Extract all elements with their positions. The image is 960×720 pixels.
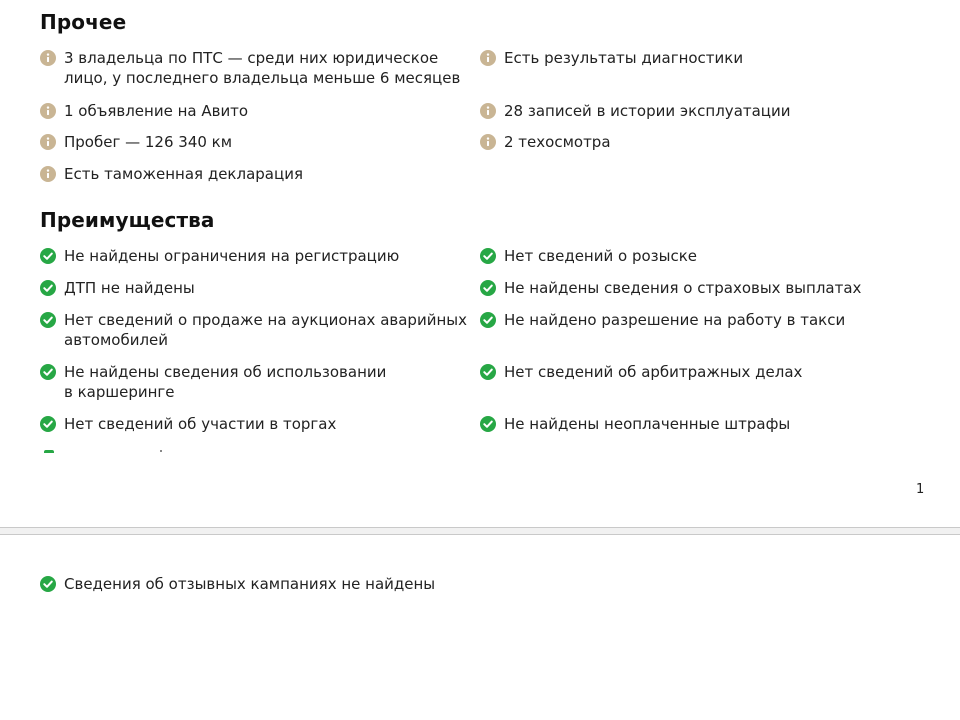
info-icon — [480, 50, 496, 66]
list-item: Пробег — 126 340 км — [40, 132, 470, 152]
list-item: Не найдено разрешение на работу в такси — [480, 310, 920, 330]
check-circle-icon — [40, 312, 56, 328]
section-title-other: Прочее — [40, 10, 127, 34]
info-icon — [480, 134, 496, 150]
list-item: Нет сведений о продаже на аукционах аварийных автомобилей — [40, 310, 470, 350]
list-item: Есть результаты диагностики — [480, 48, 920, 68]
list-item: Не найдены сведения об использовании в каршеринге — [40, 362, 470, 402]
list-item: Нет сведений о розыске — [480, 246, 920, 266]
cut-off-check-icon — [44, 450, 54, 453]
list-item: ДТП не найдены — [40, 278, 470, 298]
check-circle-icon — [480, 416, 496, 432]
cut-off-text-fragment — [160, 450, 162, 452]
info-icon — [40, 166, 56, 182]
check-circle-icon — [480, 312, 496, 328]
list-item: Сведения об отзывных кампаниях не найдены — [40, 574, 470, 594]
check-circle-icon — [480, 248, 496, 264]
check-circle-icon — [480, 364, 496, 380]
check-circle-icon — [40, 416, 56, 432]
list-item: Не найдены сведения о страховых выплатах — [480, 278, 920, 298]
page-number: 1 — [916, 482, 925, 497]
list-item: 28 записей в истории эксплуатации — [480, 101, 920, 121]
info-icon — [40, 50, 56, 66]
list-item: 3 владельца по ПТС — среди них юридическое лицо, у последнего владельца меньше 6 месяцев — [40, 48, 470, 88]
list-item: 2 техосмотра — [480, 132, 920, 152]
check-circle-icon — [40, 280, 56, 296]
check-circle-icon — [480, 280, 496, 296]
check-circle-icon — [40, 364, 56, 380]
list-item: 1 объявление на Авито — [40, 101, 470, 121]
list-item: Не найдены ограничения на регистрацию — [40, 246, 470, 266]
info-icon — [40, 134, 56, 150]
list-item: Нет сведений об участии в торгах — [40, 414, 470, 434]
list-item: Есть таможенная декларация — [40, 164, 470, 184]
page-break-divider — [0, 527, 960, 535]
info-icon — [40, 103, 56, 119]
list-item: Не найдены неоплаченные штрафы — [480, 414, 920, 434]
info-icon — [480, 103, 496, 119]
section-title-advantages: Преимущества — [40, 208, 215, 232]
list-item: Нет сведений об арбитражных делах — [480, 362, 920, 382]
check-circle-icon — [40, 248, 56, 264]
check-circle-icon — [40, 576, 56, 592]
